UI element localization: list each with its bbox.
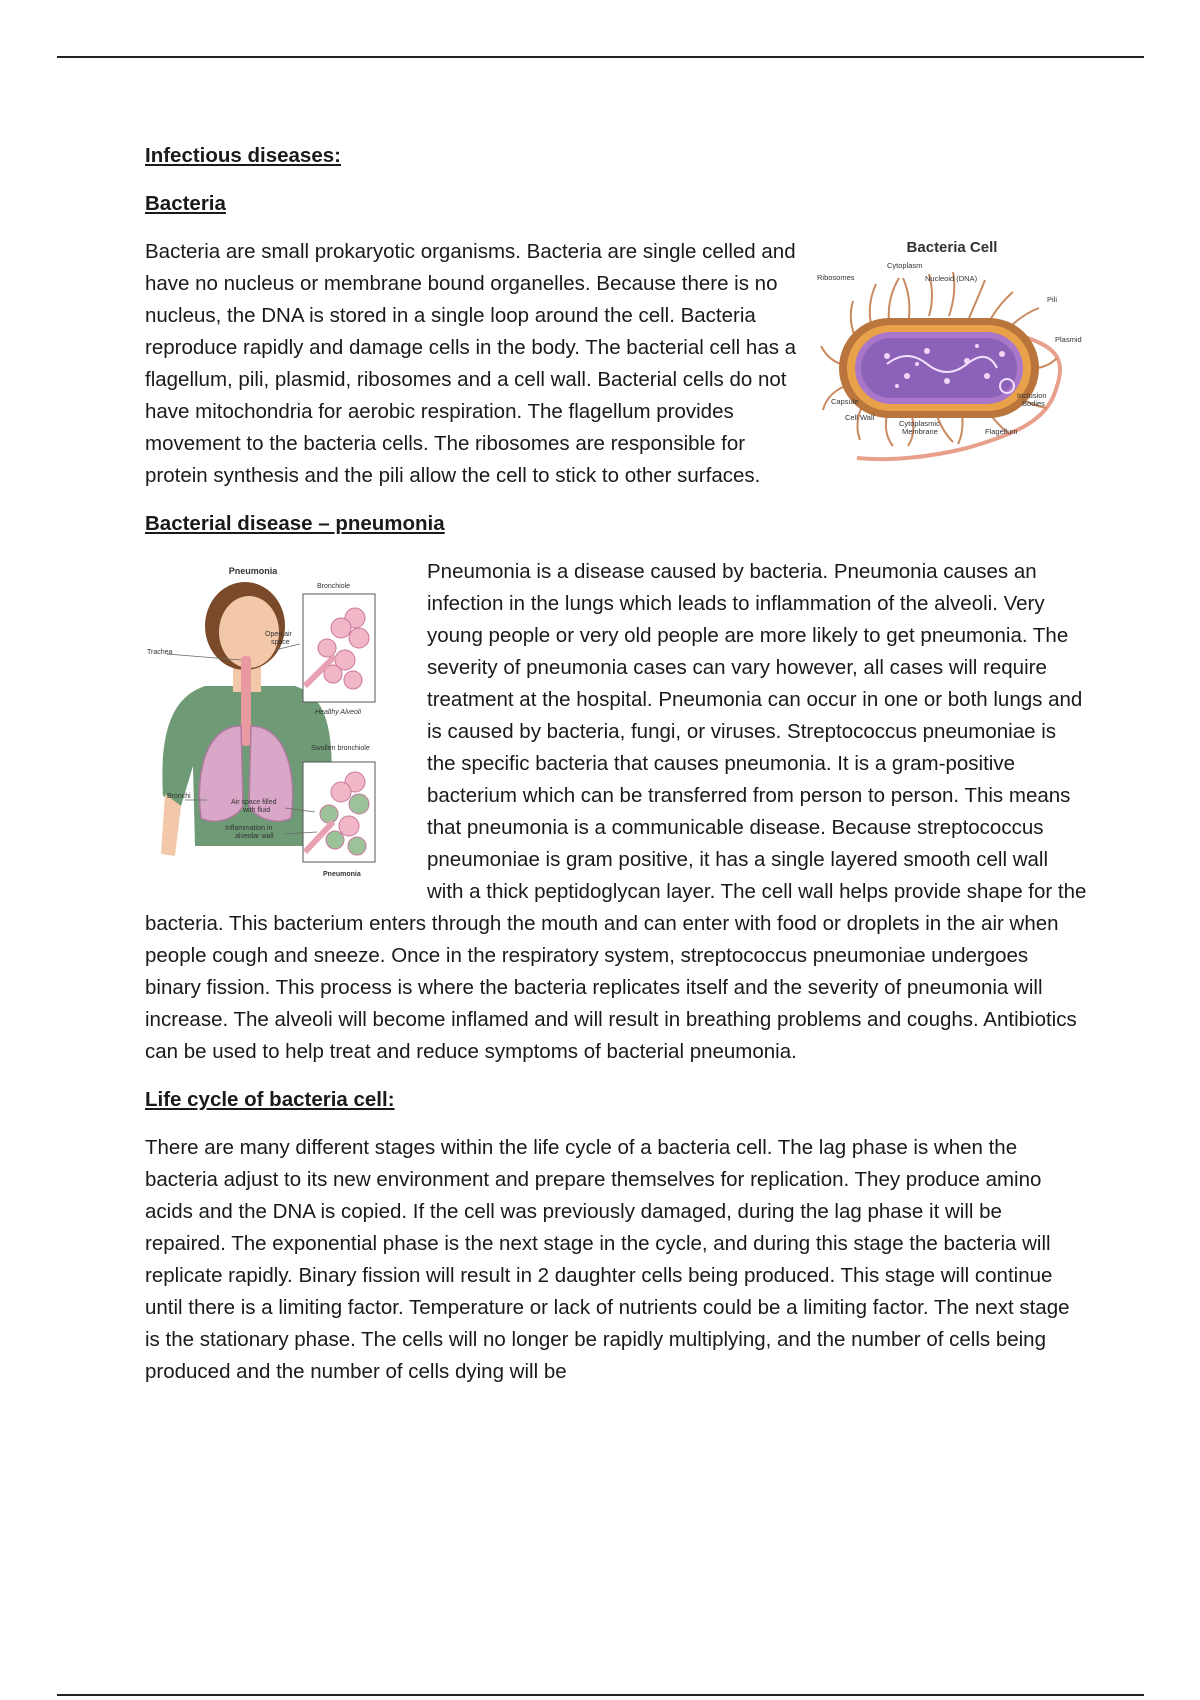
label-inclusion-1: Inclusion <box>1017 391 1047 400</box>
label-cytoplasmic-1: Cytoplasmic <box>899 419 940 428</box>
bacteria-cell-diagram <box>817 236 1087 488</box>
pneumonia-paragraph: Pneumonia is a disease caused by bacteria. Pneumonia causes an infection in the lungs which leads to inflammation of the alveoli. Very young people or very old people are more likely to get pneumonia. The severity of pneumonia cases can vary however, all cases will require treatment at the hospital. Pneumonia can occur in one or both lungs and is caused by bacteria, fungi, or viruses. Streptococcus pneumoniae is the specific bacteria that causes pneumonia. It is a gram-positive bacterium which can be transferred from person to person. This means that pneumonia is a communicable disease. Because streptococcus pneumoniae is gram positive, it has a single layered smooth cell wall with a thick peptidoglycan layer. The cell wall helps provide shape for the bacteria. This bacterium enters through the mouth and can enter with food or droplets in the air when people cough and sneeze. Once in the respiratory system, streptococcus pneumoniae undergoes binary fission. This process is where the bacteria replicates itself and the severity of pneumonia will increase. The alveoli will become inflamed and will result in breathing problems and coughs. Antibiotics can be used to help treat and reduce symptoms of bacterial pneumonia. <box>145 560 1087 1063</box>
label-inflammation-1: Inflammation in <box>225 825 273 832</box>
label-cytoplasmic-2: Membrane <box>902 427 938 436</box>
label-pili: Pili <box>1047 295 1058 304</box>
label-swollen-bronchiole: Swollen bronchiole <box>311 745 370 752</box>
section-heading-bacteria: Bacteria <box>145 192 226 215</box>
label-inflammation-2: alveolar wall <box>235 833 274 840</box>
section-heading-pneumonia: Bacterial disease – pneumonia <box>145 512 445 535</box>
label-cytoplasm: Cytoplasm <box>887 261 923 270</box>
label-bronchiole: Bronchiole <box>317 583 351 590</box>
pneumonia-diagram <box>145 556 405 896</box>
document-body <box>145 140 1087 1404</box>
label-inclusion-2: Bodies <box>1022 399 1045 408</box>
label-cell-wall: Cell Wall <box>845 413 875 422</box>
label-nucleoid: Nucleoid (DNA) <box>925 274 978 283</box>
label-bronchi: Bronchi <box>167 793 191 800</box>
section-heading-life-cycle: Life cycle of bacteria cell: <box>145 1088 395 1111</box>
bacteria-diagram-title: Bacteria Cell <box>906 239 998 256</box>
label-open-air-1: Open air <box>265 631 292 638</box>
page-top-rule <box>57 56 1144 58</box>
label-air-filled-2: with fluid <box>243 807 271 814</box>
life-cycle-paragraph: There are many different stages within the life cycle of a bacteria cell. The lag phase is when the bacteria adjust to its new environment and prepare themselves for replication. They produce amino acids and the DNA is copied. If the cell was previously damaged, during the lag phase it will be repaired. The exponential phase is the next stage in the cycle, and during this stage the bacteria will replicate rapidly. Binary fission will result in 2 daughter cells being produced. This stage will continue until there is a limiting factor. Temperature or lack of nutrients could be a limiting factor. The next stage is the stationary phase. The cells will no longer be rapidly multiplying, and the number of cells being produced and the number of cells dying will be <box>145 1136 1070 1383</box>
document-title: Infectious diseases: <box>145 144 341 167</box>
label-pneumonia-bottom: Pneumonia <box>323 871 361 878</box>
label-flagellum: Flagellum <box>985 427 1018 436</box>
label-air-filled-1: Air space filled <box>231 799 277 806</box>
label-capsule: Capsule <box>831 397 859 406</box>
pneumonia-diagram-title: Pneumonia <box>228 566 278 576</box>
label-plasmid: Plasmid <box>1055 335 1082 344</box>
label-ribosomes: Ribosomes <box>817 273 855 282</box>
bacteria-paragraph: Bacteria are small prokaryotic organisms. Bacteria are single celled and have no nucleus or membrane bound organelles. Because there is no nucleus, the DNA is stored in a single loop around the cell. Bacteria reproduce rapidly and damage cells in the body. The bacterial cell has a flagellum, pili, plasmid, ribosomes and a cell wall. Bacterial cells do not have mitochondria for aerobic respiration. The flagellum provides movement to the bacteria cells. The ribosomes are responsible for protein synthesis and the pili allow the cell to stick to other surfaces. <box>145 240 797 487</box>
label-open-air-2: space <box>271 639 290 646</box>
label-trachea: Trachea <box>147 649 173 656</box>
page-bottom-rule <box>57 1694 1144 1696</box>
label-healthy-alveoli: Healthy Alveoli <box>315 709 362 716</box>
